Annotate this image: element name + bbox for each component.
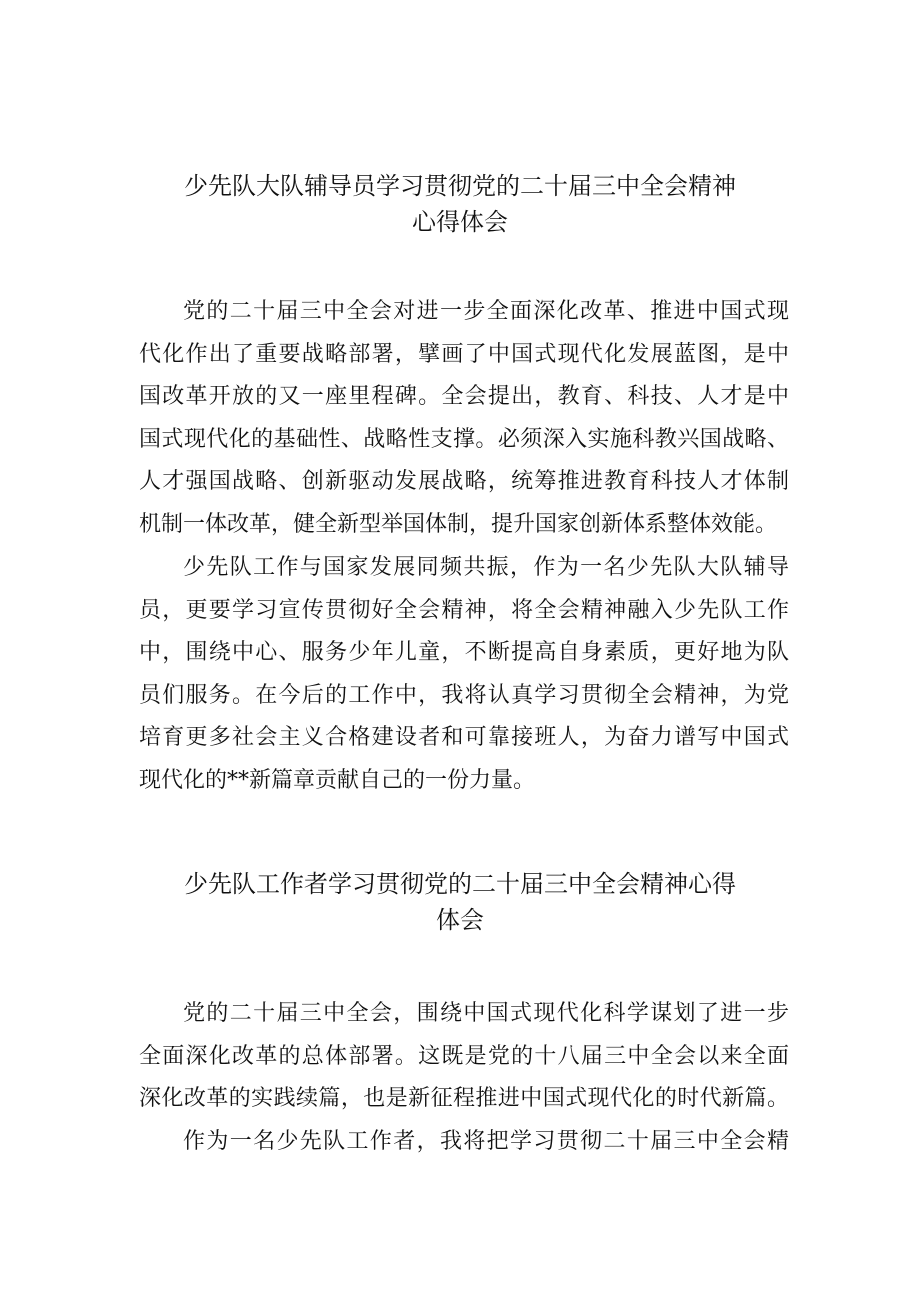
paragraph-line: 代化作出了重要战略部署，擘画了中国式现代化发展蓝图，是中 [139, 341, 789, 367]
paragraph-line: 人才强国战略、创新驱动发展战略，统筹推进教育科技人才体制 [139, 469, 789, 495]
section-2-paragraph-1 [139, 993, 789, 1121]
title-line: 心得体会 [412, 208, 508, 236]
paragraph-line: 深化改革的实践续篇，也是新征程推进中国式现代化的时代新篇。 [139, 1086, 789, 1112]
paragraph-line: 现代化的**新篇章贡献自己的一份力量。 [139, 767, 536, 793]
paragraph-line: 机制一体改革，健全新型举国体制，提升国家创新体系整体效能。 [139, 511, 778, 537]
title-line: 少先队工作者学习贯彻党的二十届三中全会精神心得 [184, 870, 736, 898]
paragraph-line: 党的二十届三中全会对进一步全面深化改革、推进中国式现 [183, 299, 789, 324]
title-line: 少先队大队辅导员学习贯彻党的二十届三中全会精神 [184, 172, 736, 200]
paragraph-line: 员，更要学习宣传贯彻好全会精神，将全会精神融入少先队工作 [139, 597, 789, 623]
section-2-paragraph-2 [139, 1121, 789, 1164]
paragraph-line: 全面深化改革的总体部署。这既是党的十八届三中全会以来全面 [139, 1043, 789, 1069]
paragraph-line: 中，围绕中心、服务少年儿童，不断提高自身素质，更好地为队 [139, 640, 789, 666]
paragraph-line: 员们服务。在今后的工作中，我将认真学习贯彻全会精神，为党 [139, 682, 789, 708]
title-line: 体会 [436, 906, 484, 934]
paragraph-line: 作为一名少先队工作者，我将把学习贯彻二十届三中全会精 [183, 1129, 789, 1154]
section-1-paragraph-1 [139, 291, 789, 547]
section-1-paragraph-2 [139, 547, 789, 803]
paragraph-line: 少先队工作与国家发展同频共振，作为一名少先队大队辅导 [183, 555, 789, 580]
paragraph-line: 党的二十届三中全会，围绕中国式现代化科学谋划了进一步 [183, 1001, 789, 1026]
paragraph-line: 培育更多社会主义合格建设者和可靠接班人，为奋力谱写中国式 [139, 725, 789, 751]
paragraph-line: 国改革开放的又一座里程碑。全会提出，教育、科技、人才是中 [139, 384, 789, 410]
paragraph-line: 国式现代化的基础性、战略性支撑。必须深入实施科教兴国战略、 [139, 426, 789, 452]
section-2-title [130, 866, 790, 938]
section-1-title [130, 168, 790, 240]
